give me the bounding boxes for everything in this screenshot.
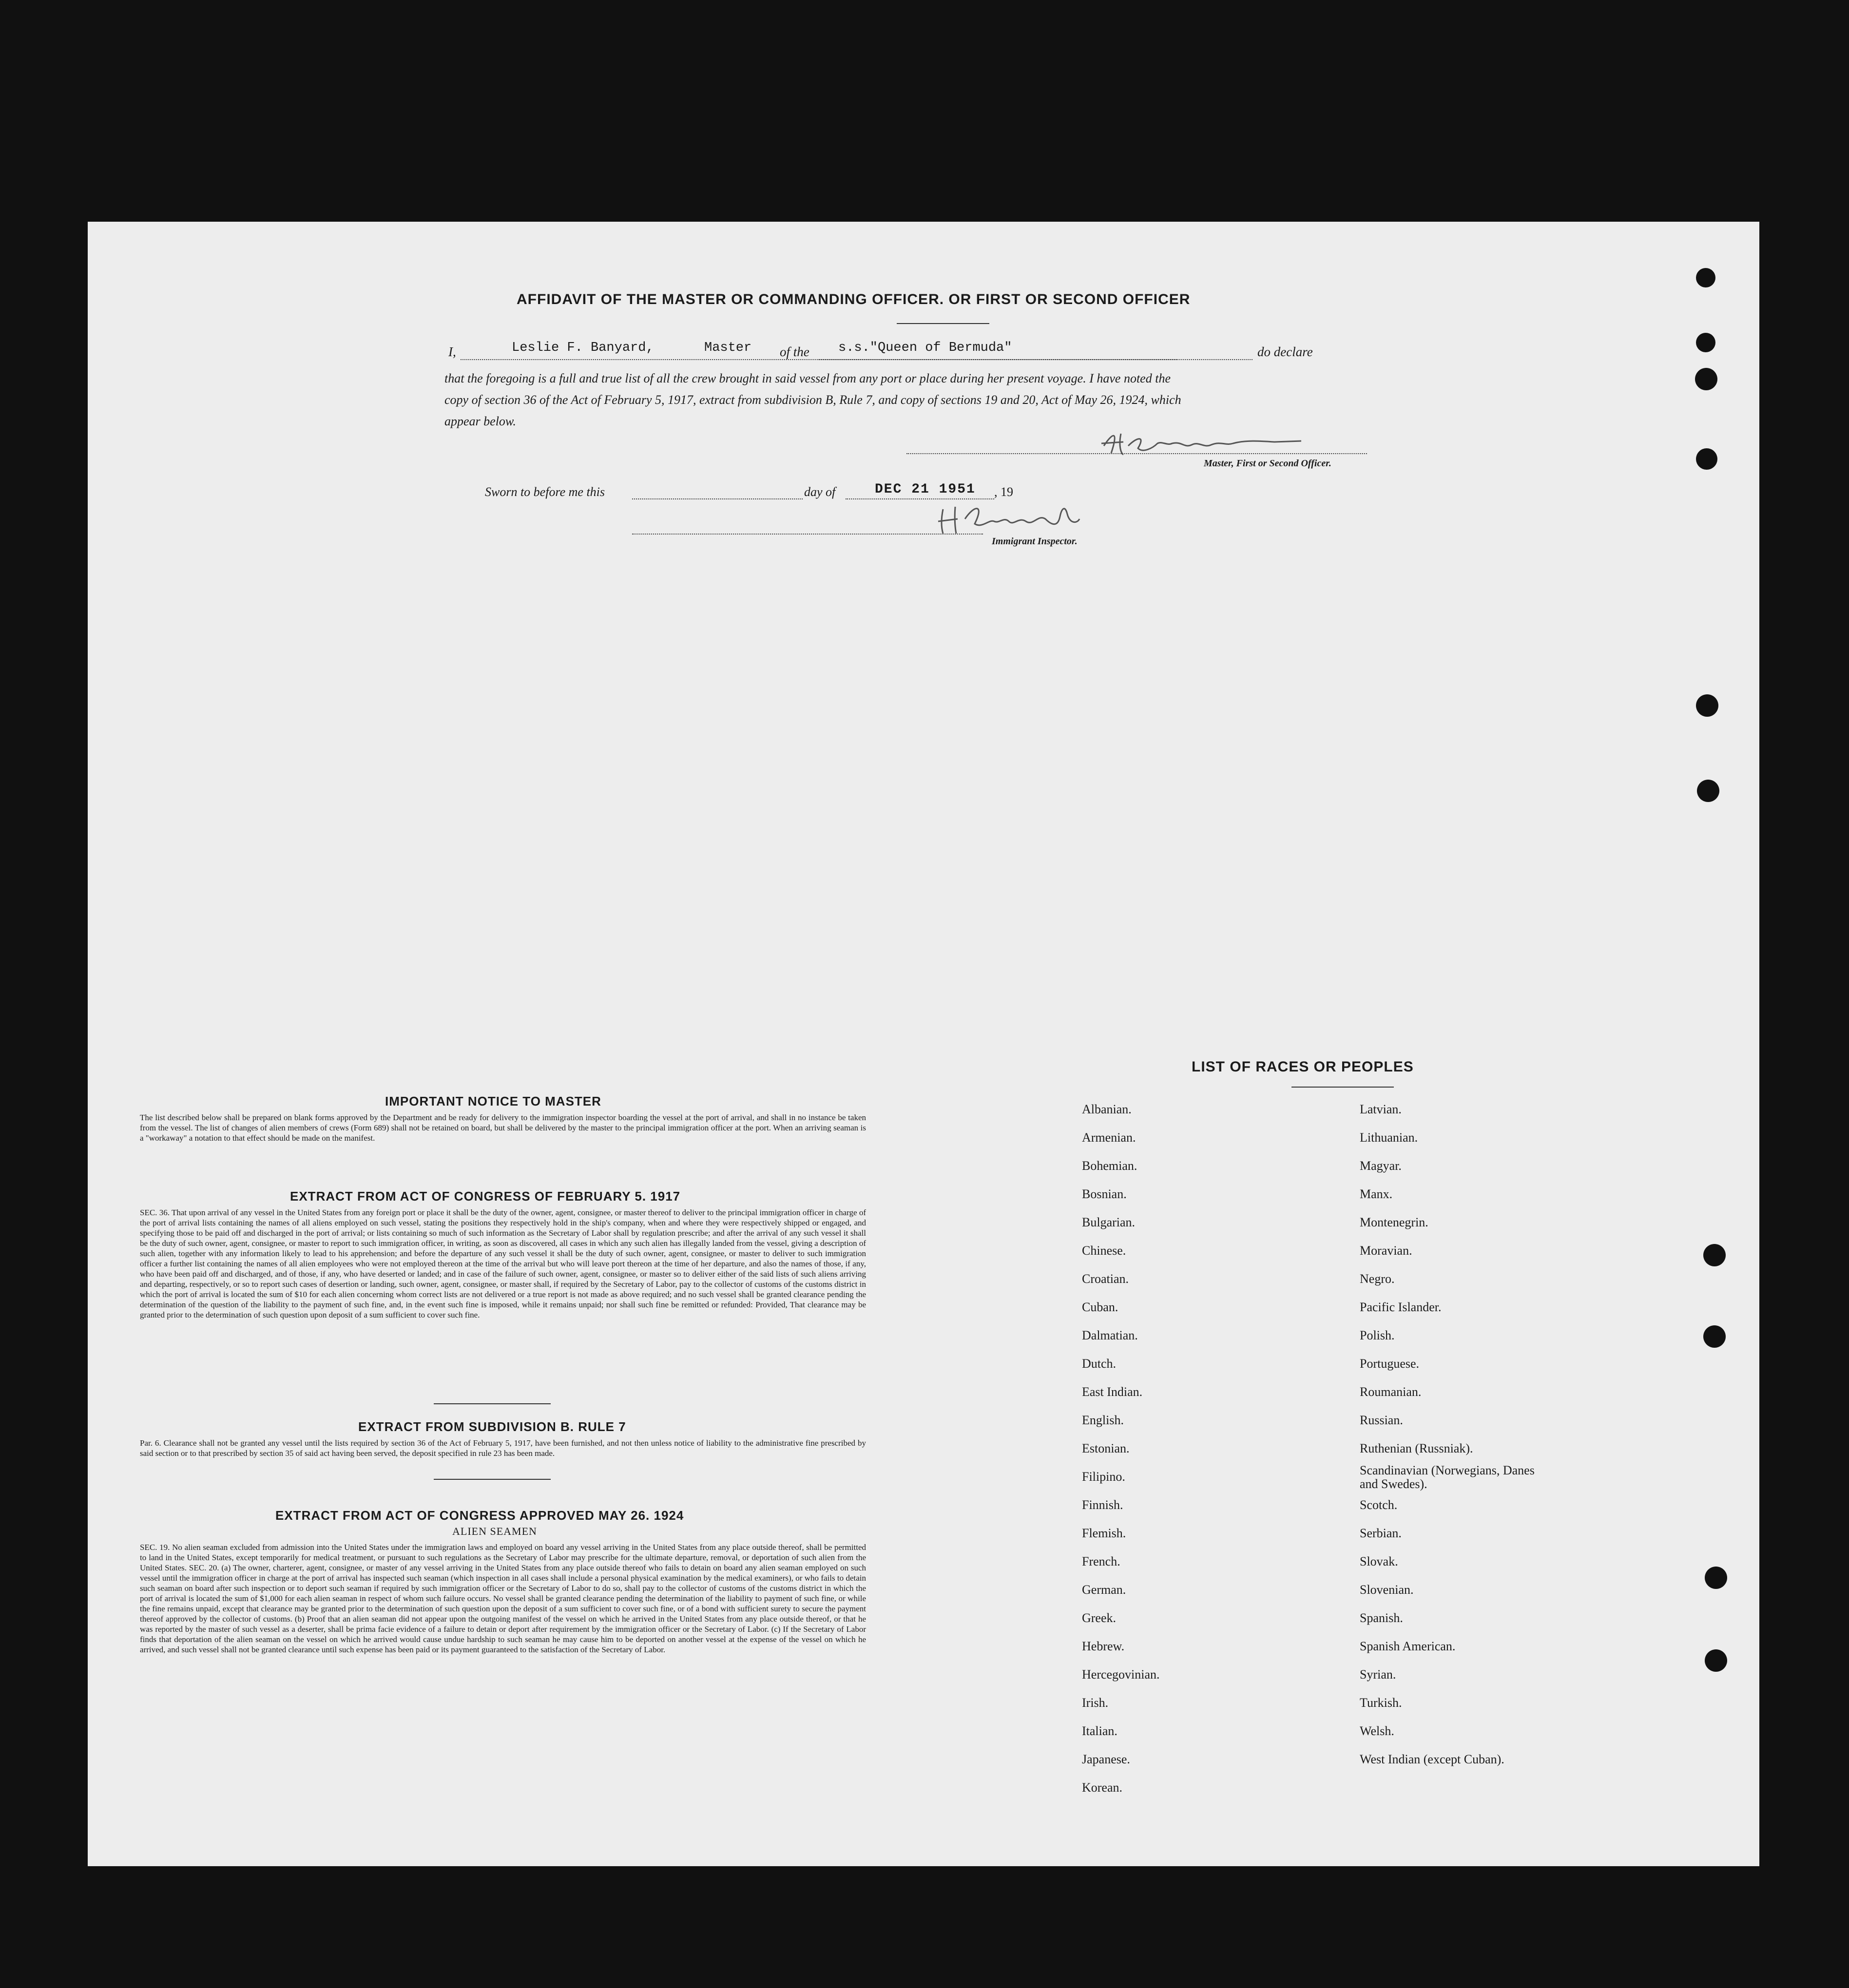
race-item: Korean. — [1082, 1780, 1123, 1795]
fill-line — [819, 359, 1252, 360]
inspector-caption: Immigrant Inspector. — [992, 536, 1078, 547]
extract-1917-title: EXTRACT FROM ACT OF CONGRESS OF FEBRUARY 5. 1917 — [290, 1189, 681, 1204]
sworn-label: Sworn to before me this — [485, 485, 605, 499]
punch-hole — [1696, 694, 1718, 717]
race-item: Portuguese. — [1360, 1357, 1420, 1371]
punch-hole — [1697, 780, 1719, 802]
body-line: copy of section 36 of the Act of February 5, 1917, extract from subdivision B, Rule 7, and copy of sections 19 and 20, Act of May 26, 1924, which — [444, 393, 1181, 407]
race-item: Dutch. — [1082, 1357, 1117, 1371]
punch-hole — [1696, 268, 1715, 287]
year-prefix: , 19 — [994, 485, 1013, 499]
fill-line — [632, 498, 803, 499]
punch-hole — [1705, 1567, 1727, 1589]
race-item: Flemish. — [1082, 1526, 1126, 1540]
race-item: Pacific Islander. — [1360, 1300, 1442, 1314]
punch-hole — [1696, 333, 1715, 352]
race-item: French. — [1082, 1554, 1120, 1568]
race-item: Scotch. — [1360, 1498, 1398, 1512]
i-label: I, — [448, 344, 456, 359]
divider — [434, 1403, 551, 1404]
race-item: Finnish. — [1082, 1498, 1123, 1512]
race-item: Ruthenian (Russniak). — [1360, 1441, 1473, 1455]
races-left-column — [1082, 1095, 1160, 1802]
extract-rule7-title: EXTRACT FROM SUBDIVISION B. RULE 7 — [358, 1419, 626, 1434]
race-item: Bohemian. — [1082, 1159, 1137, 1173]
race-item: Hebrew. — [1082, 1639, 1125, 1653]
race-item: Roumanian. — [1360, 1385, 1422, 1399]
date-stamp: DEC 21 1951 — [875, 482, 976, 497]
punch-hole — [1703, 1325, 1726, 1348]
divider — [897, 323, 989, 324]
race-item: Spanish. — [1360, 1611, 1403, 1625]
master-name: Leslie F. Banyard, — [512, 341, 654, 355]
signature-line — [632, 534, 983, 535]
race-item: Slovak. — [1360, 1554, 1398, 1568]
race-item: Montenegrin. — [1360, 1215, 1428, 1229]
race-item: Bosnian. — [1082, 1187, 1127, 1201]
extract-1924-title: EXTRACT FROM ACT OF CONGRESS APPROVED MAY 26. 1924 — [275, 1508, 684, 1523]
of-the-label: of the — [780, 344, 809, 359]
race-item: Scandinavian (Norwegians, Danes and Swedes). — [1360, 1463, 1535, 1491]
race-item: Slovenian. — [1360, 1583, 1414, 1597]
race-item: Armenian. — [1082, 1130, 1136, 1145]
declaration-body — [444, 368, 1366, 432]
affidavit-title: AFFIDAVIT OF THE MASTER OR COMMANDING OFFICER. OR FIRST OR SECOND OFFICER — [517, 291, 1191, 307]
punch-hole — [1703, 1244, 1726, 1266]
divider — [434, 1479, 551, 1480]
race-item: Chinese. — [1082, 1243, 1126, 1258]
extract-1924-subtitle: ALIEN SEAMEN — [452, 1525, 537, 1537]
extract-1917-text: SEC. 36. That upon arrival of any vessel in the United States from any foreign port or place it shall be the duty of the owner, agent, consignee, or master thereof to deliver to the principal immigration officer in charge of the port of arrival lists containing the names of all aliens employed on such vessel, stating the positions they respectively hold in the ship's company, when and where they were respectively shipped or engaged, and specifying those to be paid off and discharged in the port of arrival; or lists containing so much of such information as the Secretary of Labor shall by regulation prescribe; and after the arrival of any such vessel it shall be the duty of such owner, agent, consignee, or master to report to such immigration officer, in writing, as soon as discovered, all cases in which any such alien has illegally landed from the vessel, giving a description of such alien, together with any information likely to lead to his apprehension; and before the departure of any such vessel it shall be the duty of such owner, agent, consignee, or master to deliver to such immigration officer a further list containing the names of all alien employees who were not employed thereon at the time of the arrival but who will leave port thereon at the time of her departure, and also the names of those, if any, who have been paid off and discharged, and of those, if any, who have deserted or landed; and in case of the failure of such owner, agent, consignee, or master so to deliver either of the said lists of such aliens arriving and departing, respectively, or so to report such cases of desertion or landing, such owner, agent, consignee, or master shall, if required by the Secretary of Labor, pay to the collector of customs of the customs district in which the port of arrival is located the sum of $10 for each alien concerning whom correct lists are not delivered or a true report is not made as above required; and no such vessel shall be granted clearance pending the determination of the question of the liability to the payment of such fine, and, in the event such fine is imposed, while it remains unpaid; nor shall such fine be remitted or refunded: Provided, That clearance may be granted prior to the determination of such question upon deposit of a sum sufficient to cover such fine. — [140, 1208, 866, 1319]
race-item: Lithuanian. — [1360, 1130, 1418, 1145]
race-item: Croatian. — [1082, 1272, 1129, 1286]
punch-hole — [1696, 448, 1717, 470]
race-item: Cuban. — [1082, 1300, 1118, 1314]
race-item: Polish. — [1360, 1328, 1395, 1342]
race-item: Welsh. — [1360, 1724, 1394, 1738]
race-item: Estonian. — [1082, 1441, 1130, 1455]
day-of-label: day of — [804, 485, 836, 499]
race-item: Magyar. — [1360, 1159, 1402, 1173]
race-item: Negro. — [1360, 1272, 1395, 1286]
extract-rule7-text: Par. 6. Clearance shall not be granted any vessel until the lists required by section 36 of the Act of February 5, 1917, have been furnished, and not then unless notice of liability to the administrative fine prescribed by said section or to that prescribed by section 35 of said act having been served, the deposit specified in rule 23 has been made. — [140, 1438, 866, 1458]
punch-hole — [1705, 1649, 1727, 1672]
race-item: Russian. — [1360, 1413, 1403, 1427]
races-right-column — [1360, 1095, 1540, 1774]
race-item: German. — [1082, 1583, 1126, 1597]
race-item: Manx. — [1360, 1187, 1393, 1201]
race-item: Filipino. — [1082, 1470, 1125, 1484]
race-item: West Indian (except Cuban). — [1360, 1752, 1504, 1766]
divider — [1291, 1087, 1394, 1088]
race-item: Hercegovinian. — [1082, 1667, 1160, 1682]
master-caption: Master, First or Second Officer. — [1204, 458, 1331, 469]
race-item: Moravian. — [1360, 1243, 1412, 1258]
master-rank: Master — [704, 341, 752, 355]
notice-title: IMPORTANT NOTICE TO MASTER — [385, 1094, 601, 1109]
notice-text: The list described below shall be prepared on blank forms approved by the Department and be ready for delivery to the immigration inspector boarding the vessel at the port of arrival, and shall in no instance be taken from the vessel. The list of changes of alien members of crews (Form 689) shall not be retained on board, but shall be delivered by the master to the principal immigration officer at the port. When an arriving seaman is a "workaway" a notation to that effect should be made on the manifest. — [140, 1113, 866, 1143]
punch-hole — [1695, 368, 1717, 390]
race-item: Dalmatian. — [1082, 1328, 1138, 1342]
race-item: East Indian. — [1082, 1385, 1143, 1399]
do-declare-label: do declare — [1257, 344, 1313, 359]
race-item: Greek. — [1082, 1611, 1117, 1625]
vessel-name: s.s."Queen of Bermuda" — [838, 341, 1012, 355]
race-item: English. — [1082, 1413, 1124, 1427]
race-item: Bulgarian. — [1082, 1215, 1136, 1229]
document-page — [88, 222, 1759, 1866]
race-item: Albanian. — [1082, 1102, 1132, 1116]
body-line: appear below. — [444, 414, 516, 428]
inspector-signature — [936, 499, 1082, 538]
race-item: Spanish American. — [1360, 1639, 1456, 1653]
race-item: Turkish. — [1360, 1696, 1402, 1710]
race-item: Japanese. — [1082, 1752, 1130, 1766]
race-item: Latvian. — [1360, 1102, 1402, 1116]
race-item: Irish. — [1082, 1696, 1109, 1710]
declaration-line — [448, 341, 1462, 364]
race-item: Serbian. — [1360, 1526, 1402, 1540]
race-item: Italian. — [1082, 1724, 1117, 1738]
races-title: LIST OF RACES OR PEOPLES — [1192, 1059, 1414, 1075]
body-line: that the foregoing is a full and true list of all the crew brought in said vessel from any port or place during her present voyage. I have noted the — [444, 371, 1171, 385]
extract-1924-text: SEC. 19. No alien seaman excluded from admission into the United States under the immigration laws and employed on board any vessel arriving in the United States from any place outside thereof, shall be permitted to land in the United States, except temporarily for medical treatment, or pursuant to such regulations as the Secretary of Labor may prescribe for the ultimate departure, removal, or deportation of such alien from the United States. SEC. 20. (a) The owner, charterer, agent, consignee, or master of any vessel arriving in the United States from any place outside thereof who fails to detain on board any alien seaman employed on such vessel until the immigration officer in charge at the port of arrival has inspected such seaman (which inspection in all cases shall include a personal physical examination by the medical examiners), or who fails to detain such seaman on board after such inspection or to deport such seaman if required by such immigration officer or the Secretary of Labor to do so, shall pay to the collector of customs of the customs district in which the port of arrival is located the sum of $1,000 for each alien seaman in respect of whom such failure occurs. No vessel shall be granted clearance pending the determination of the liability to payment of such fine, or while the fine remains unpaid, except that clearance may be granted prior to the determination of such question upon the deposit of a sum sufficient to cover such fine, or of a bond with sufficient surety to secure the payment thereof approved by the collector of customs. (b) Proof that an alien seaman did not appear upon the outgoing manifest of the vessel on which he arrived in the United States from any place outside thereof, or that he was reported by the master of such vessel as a deserter, shall be prima facie evidence of a failure to detain or deport after requirement by the immigration officer or the Secretary of Labor. (c) If the Secretary of Labor finds that deportation of the alien seaman on the vessel on which he arrived would cause undue hardship to such seaman he may cause him to be deported on another vessel at the expense of the vessel on which he arrived, and such vessel shall not be granted clearance until such expense has been paid or its payment guaranteed to the satisfaction of the Secretary of Labor. — [140, 1543, 866, 1654]
master-signature — [1099, 426, 1304, 460]
race-item: Syrian. — [1360, 1667, 1396, 1682]
